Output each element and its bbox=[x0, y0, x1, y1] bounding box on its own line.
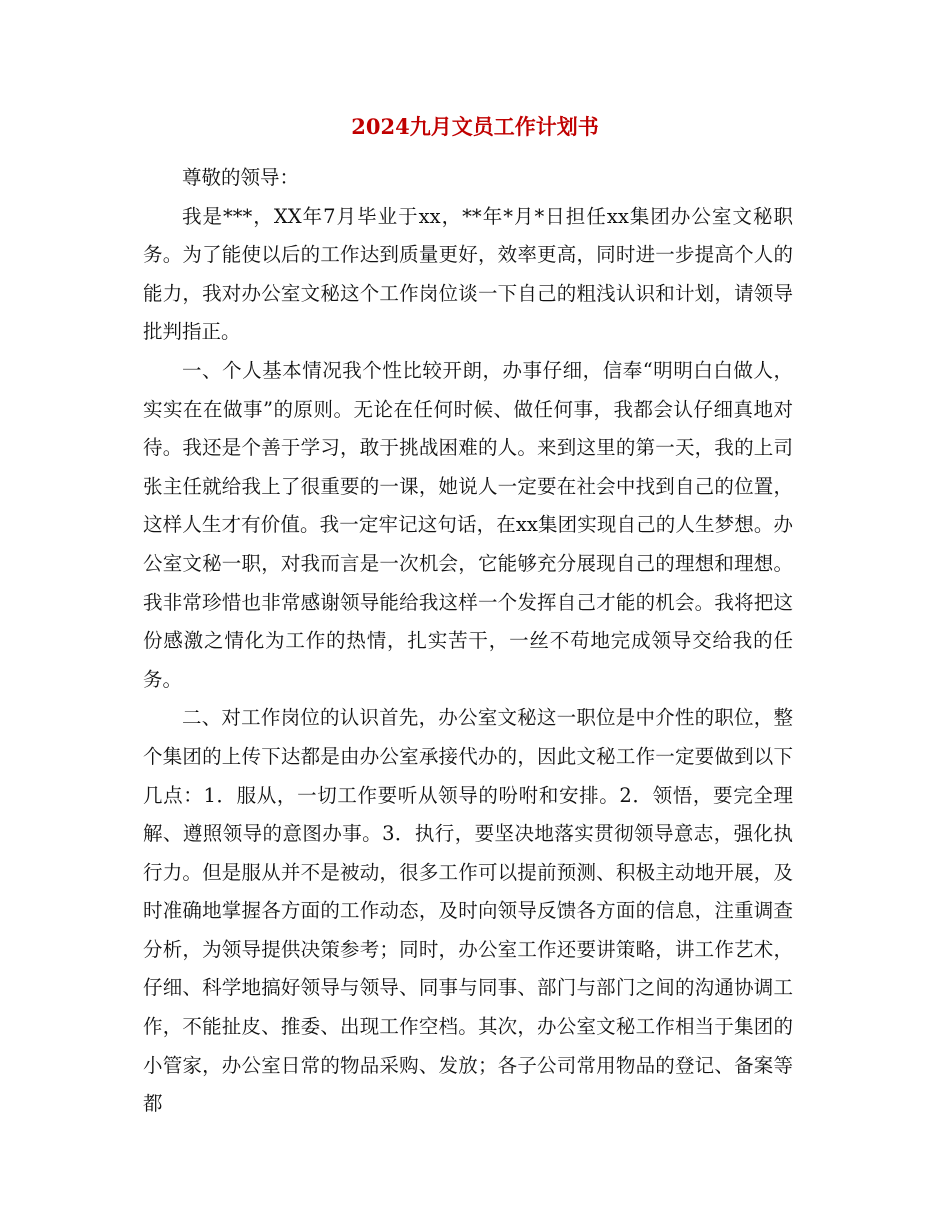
paragraph-intro: 我是***，XX年7月毕业于xx，**年*月*日担任xx集团办公室文秘职务。为了能使以后的工作达到质量更好，效率更高，同时进一步提高个人的能力，我对办公室文秘这个工作岗位谈一下自己的粗浅认识和计划，请领导批判指正。 bbox=[143, 204, 793, 344]
paragraph-job-understanding: 二、对工作岗位的认识首先，办公室文秘这一职位是中介性的职位，整个集团的上传下达都是由办公室承接代办的，因此文秘工作一定要做到以下几点：1．服从，一切工作要听从领导的吩咐和安排。2．领悟，要完全理解、遵照领导的意图办事。3．执行，要坚决地落实贯彻领导意志，强化执行力。但是服从并不是被动，很多工作可以提前预测、积极主动地开展，及时准确地掌握各方面的工作动态，及时向领导反馈各方面的信息，注重调查分析，为领导提供决策参考；同时，办公室工作还要讲策略，讲工作艺术，仔细、科学地搞好领导与领导、同事与同事、部门与部门之间的沟通协调工作，不能扯皮、推委、出现工作空档。其次，办公室文秘工作相当于集团的小管家，办公室日常的物品采购、发放；各子公司常用物品的登记、备案等都 bbox=[143, 706, 793, 1116]
paragraph-personal-situation: 一、个人基本情况我个性比较开朗，办事仔细，信奉“明明白白做人，实实在在做事”的原则。无论在任何时候、做任何事，我都会认仔细真地对待。我还是个善于学习，敢于挑战困难的人。来到这里的第一天，我的上司张主任就给我上了很重要的一课，她说人一定要在社会中找到自己的位置，这样人生才有价值。我一定牢记这句话，在xx集团实现自己的人生梦想。办公室文秘一职，对我而言是一次机会，它能够充分展现自己的理想和理想。我非常珍惜也非常感谢领导能给我这样一个发挥自己才能的机会。我将把这份感激之情化为工作的热情，扎实苦干，一丝不苟地完成领导交给我的任务。 bbox=[143, 358, 793, 691]
document-title: 2024九月文员工作计划书 bbox=[351, 114, 599, 139]
document-body bbox=[143, 159, 793, 1124]
salutation: 尊敬的领导： bbox=[182, 166, 300, 189]
